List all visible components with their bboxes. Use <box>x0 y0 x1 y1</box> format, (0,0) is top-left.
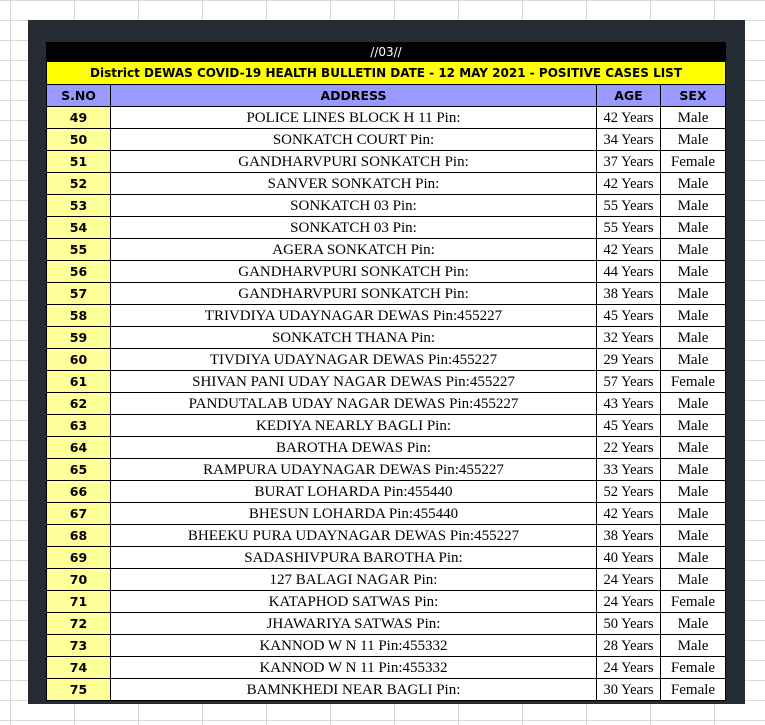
table-row <box>47 503 726 525</box>
cell-sex: Male <box>661 107 726 129</box>
cell-age: 33 Years <box>597 459 661 481</box>
cell-address: KATAPHOD SATWAS Pin: <box>111 591 597 613</box>
cell-age: 55 Years <box>597 217 661 239</box>
table-row <box>47 129 726 151</box>
cell-sex: Male <box>661 217 726 239</box>
positive-cases-table <box>46 42 726 701</box>
table-row <box>47 283 726 305</box>
cell-age: 52 Years <box>597 481 661 503</box>
cell-sno: 64 <box>47 437 111 459</box>
cell-sno: 63 <box>47 415 111 437</box>
page-label-row <box>47 43 726 62</box>
cell-age: 28 Years <box>597 635 661 657</box>
cell-sex: Male <box>661 635 726 657</box>
table-row <box>47 239 726 261</box>
cell-sno: 66 <box>47 481 111 503</box>
cell-age: 24 Years <box>597 569 661 591</box>
cell-sno: 75 <box>47 679 111 701</box>
cell-sno: 61 <box>47 371 111 393</box>
cell-sno: 74 <box>47 657 111 679</box>
cell-age: 42 Years <box>597 107 661 129</box>
cell-sex: Female <box>661 657 726 679</box>
cell-address: SONKATCH COURT Pin: <box>111 129 597 151</box>
table-row <box>47 393 726 415</box>
cell-address: 127 BALAGI NAGAR Pin: <box>111 569 597 591</box>
cell-sex: Male <box>661 481 726 503</box>
cell-address: KANNOD W N 11 Pin:455332 <box>111 635 597 657</box>
cell-sno: 57 <box>47 283 111 305</box>
cell-address: BURAT LOHARDA Pin:455440 <box>111 481 597 503</box>
cell-sex: Male <box>661 261 726 283</box>
cell-sno: 54 <box>47 217 111 239</box>
table-row <box>47 217 726 239</box>
cell-address: BHEEKU PURA UDAYNAGAR DEWAS Pin:455227 <box>111 525 597 547</box>
table-row <box>47 569 726 591</box>
cell-age: 37 Years <box>597 151 661 173</box>
cell-sex: Male <box>661 569 726 591</box>
cell-sex: Male <box>661 349 726 371</box>
cell-sex: Male <box>661 195 726 217</box>
cell-sex: Male <box>661 613 726 635</box>
bulletin-title: District DEWAS COVID-19 HEALTH BULLETIN DATE - 12 MAY 2021 - POSITIVE CASES LIST <box>47 62 726 85</box>
cell-sex: Male <box>661 239 726 261</box>
header-row <box>47 85 726 107</box>
cell-sex: Male <box>661 327 726 349</box>
table-row <box>47 481 726 503</box>
cell-sex: Female <box>661 371 726 393</box>
cell-age: 42 Years <box>597 503 661 525</box>
cell-sex: Male <box>661 525 726 547</box>
cell-address: PANDUTALAB UDAY NAGAR DEWAS Pin:455227 <box>111 393 597 415</box>
cell-sno: 67 <box>47 503 111 525</box>
cell-age: 40 Years <box>597 547 661 569</box>
title-row <box>47 62 726 85</box>
cell-age: 24 Years <box>597 657 661 679</box>
header-address: ADDRESS <box>111 85 597 107</box>
cell-age: 32 Years <box>597 327 661 349</box>
cell-sex: Male <box>661 503 726 525</box>
cell-sex: Female <box>661 151 726 173</box>
table-row <box>47 349 726 371</box>
cell-age: 45 Years <box>597 305 661 327</box>
cell-address: SONKATCH THANA Pin: <box>111 327 597 349</box>
table-row <box>47 327 726 349</box>
cell-address: BAROTHA DEWAS Pin: <box>111 437 597 459</box>
cell-sex: Male <box>661 283 726 305</box>
cell-sno: 65 <box>47 459 111 481</box>
cell-address: SANVER SONKATCH Pin: <box>111 173 597 195</box>
cell-sex: Male <box>661 129 726 151</box>
cell-age: 34 Years <box>597 129 661 151</box>
header-age: AGE <box>597 85 661 107</box>
table-row <box>47 613 726 635</box>
cell-address: BAMNKHEDI NEAR BAGLI Pin: <box>111 679 597 701</box>
header-sex: SEX <box>661 85 726 107</box>
cell-sno: 52 <box>47 173 111 195</box>
table-row <box>47 173 726 195</box>
cell-sex: Male <box>661 437 726 459</box>
cell-sno: 70 <box>47 569 111 591</box>
page-label: //03// <box>47 43 726 62</box>
cell-age: 50 Years <box>597 613 661 635</box>
cell-address: POLICE LINES BLOCK H 11 Pin: <box>111 107 597 129</box>
table-row <box>47 459 726 481</box>
cell-sno: 62 <box>47 393 111 415</box>
cell-address: SADASHIVPURA BAROTHA Pin: <box>111 547 597 569</box>
table-row <box>47 415 726 437</box>
cell-address: GANDHARVPURI SONKATCH Pin: <box>111 151 597 173</box>
cell-sex: Male <box>661 173 726 195</box>
table-row <box>47 195 726 217</box>
cell-sno: 60 <box>47 349 111 371</box>
cell-age: 29 Years <box>597 349 661 371</box>
cell-age: 43 Years <box>597 393 661 415</box>
cell-age: 44 Years <box>597 261 661 283</box>
cell-sno: 49 <box>47 107 111 129</box>
cell-sex: Male <box>661 459 726 481</box>
cell-sex: Male <box>661 415 726 437</box>
cell-sno: 73 <box>47 635 111 657</box>
table-row <box>47 591 726 613</box>
cell-sex: Male <box>661 305 726 327</box>
cell-sex: Male <box>661 547 726 569</box>
table-row <box>47 657 726 679</box>
cell-sno: 56 <box>47 261 111 283</box>
table-row <box>47 151 726 173</box>
cell-address: KEDIYA NEARLY BAGLI Pin: <box>111 415 597 437</box>
cell-address: GANDHARVPURI SONKATCH Pin: <box>111 283 597 305</box>
cell-sno: 59 <box>47 327 111 349</box>
table-row <box>47 261 726 283</box>
cell-age: 38 Years <box>597 283 661 305</box>
cell-sno: 53 <box>47 195 111 217</box>
cell-address: BHESUN LOHARDA Pin:455440 <box>111 503 597 525</box>
cell-sno: 69 <box>47 547 111 569</box>
cell-sno: 72 <box>47 613 111 635</box>
cell-sno: 55 <box>47 239 111 261</box>
table-row <box>47 371 726 393</box>
cell-age: 42 Years <box>597 239 661 261</box>
cell-sno: 71 <box>47 591 111 613</box>
cell-address: JHAWARIYA SATWAS Pin: <box>111 613 597 635</box>
table-row <box>47 679 726 701</box>
cell-address: KANNOD W N 11 Pin:455332 <box>111 657 597 679</box>
cell-address: AGERA SONKATCH Pin: <box>111 239 597 261</box>
cell-address: SHIVAN PANI UDAY NAGAR DEWAS Pin:455227 <box>111 371 597 393</box>
table-row <box>47 635 726 657</box>
cell-sex: Male <box>661 393 726 415</box>
cell-address: TIVDIYA UDAYNAGAR DEWAS Pin:455227 <box>111 349 597 371</box>
cell-age: 42 Years <box>597 173 661 195</box>
cell-address: GANDHARVPURI SONKATCH Pin: <box>111 261 597 283</box>
cell-sno: 51 <box>47 151 111 173</box>
cell-sno: 50 <box>47 129 111 151</box>
cell-age: 55 Years <box>597 195 661 217</box>
cell-sex: Female <box>661 679 726 701</box>
cell-sex: Female <box>661 591 726 613</box>
table-row <box>47 525 726 547</box>
cell-age: 38 Years <box>597 525 661 547</box>
table-row <box>47 305 726 327</box>
cell-age: 24 Years <box>597 591 661 613</box>
cell-address: RAMPURA UDAYNAGAR DEWAS Pin:455227 <box>111 459 597 481</box>
cell-sno: 58 <box>47 305 111 327</box>
header-sno: S.NO <box>47 85 111 107</box>
cell-age: 45 Years <box>597 415 661 437</box>
table-row <box>47 437 726 459</box>
cell-age: 30 Years <box>597 679 661 701</box>
cell-sno: 68 <box>47 525 111 547</box>
cell-address: SONKATCH 03 Pin: <box>111 195 597 217</box>
cell-age: 57 Years <box>597 371 661 393</box>
cell-address: SONKATCH 03 Pin: <box>111 217 597 239</box>
cell-address: TRIVDIYA UDAYNAGAR DEWAS Pin:455227 <box>111 305 597 327</box>
table-row <box>47 547 726 569</box>
table-row <box>47 107 726 129</box>
cell-age: 22 Years <box>597 437 661 459</box>
